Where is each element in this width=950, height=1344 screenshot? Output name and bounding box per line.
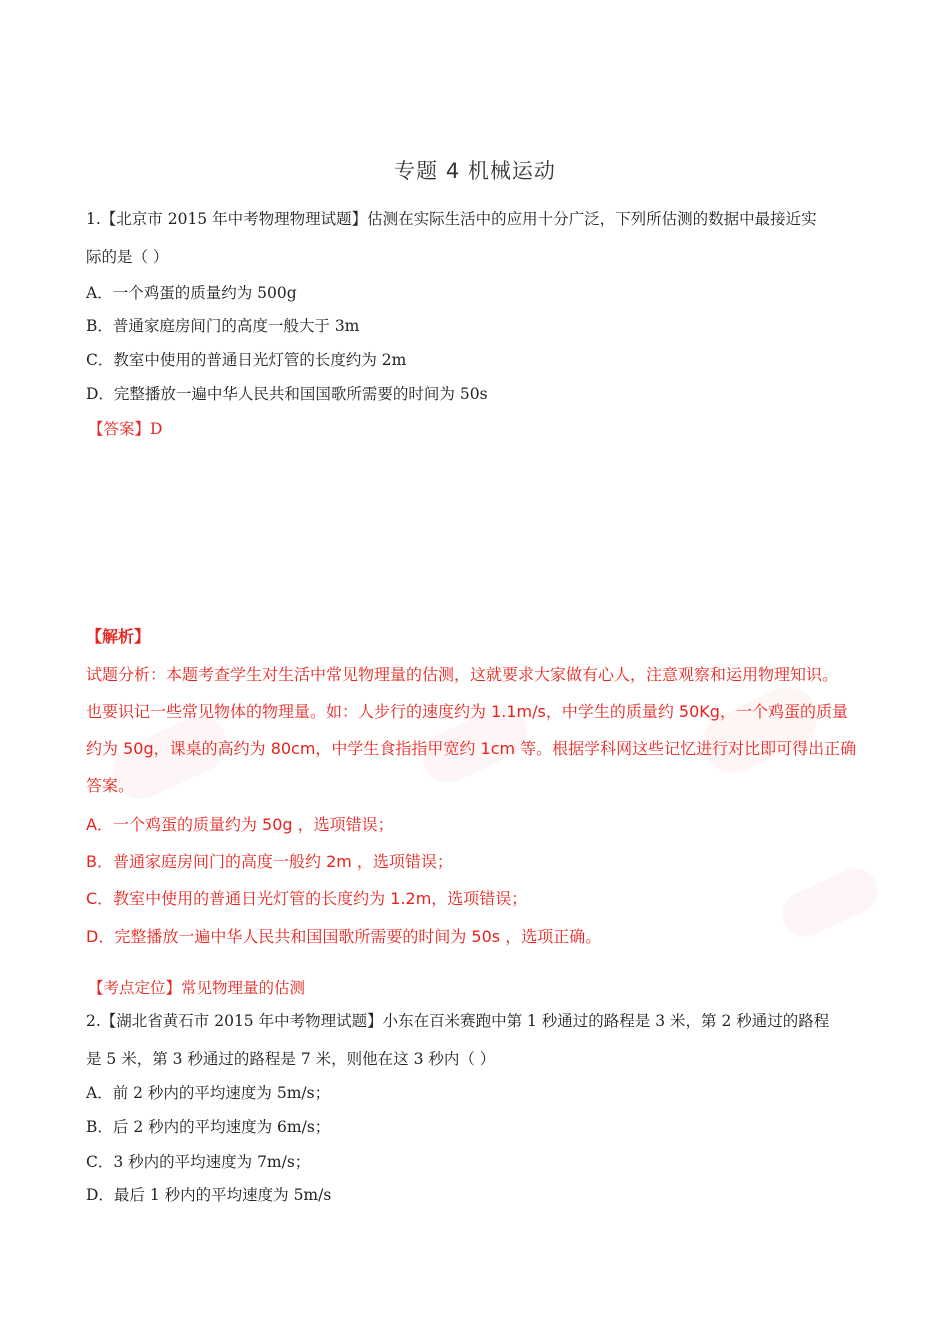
q1-stem-line1: 1.【北京市 2015 年中考物理物理试题】估测在实际生活中的应用十分广泛，下列所估测的数据中最接近实	[86, 210, 817, 228]
analysis-option-c: C．教室中使用的普通日光灯管的长度约为 1.2m，选项错误；	[86, 889, 528, 908]
q1-option-b: B．普通家庭房间门的高度一般大于 3m	[86, 317, 360, 335]
analysis-option-d: D．完整播放一遍中华人民共和国国歌所需要的时间为 50s ，选项正确。	[86, 927, 602, 946]
q2-option-b: B．后 2 秒内的平均速度为 6m/s；	[86, 1118, 331, 1136]
document-title: 专题 4 机械运动	[394, 159, 556, 183]
q2-stem-line2: 是 5 米，第 3 秒通过的路程是 7 米，则他在这 3 秒内（ ）	[86, 1050, 496, 1068]
q1-option-d: D．完整播放一遍中华人民共和国国歌所需要的时间为 50s	[86, 385, 488, 403]
analysis-line3: 约为 50g，课桌的高约为 80cm，中学生食指指甲宽约 1cm 等。根据学科网这些记忆进行对比即可得出正确	[86, 739, 857, 758]
q1-option-c: C．教室中使用的普通日光灯管的长度约为 2m	[86, 351, 407, 369]
analysis-line2: 也要识记一些常见物体的物理量。如：人步行的速度约为 1.1m/s，中学生的质量约 50Kg，一个鸡蛋的质量	[86, 702, 848, 721]
q2-option-a: A．前 2 秒内的平均速度为 5m/s；	[86, 1084, 331, 1102]
analysis-option-b: B．普通家庭房间门的高度一般约 2m ，选项错误；	[86, 852, 453, 871]
analysis-line4: 答案。	[86, 776, 135, 795]
q1-answer: 【答案】D	[88, 420, 163, 438]
q2-option-d: D．最后 1 秒内的平均速度为 5m/s	[86, 1186, 332, 1204]
watermark-seal-1	[693, 677, 827, 782]
q1-option-a: A．一个鸡蛋的质量约为 500g	[86, 284, 297, 302]
q1-stem-line2: 际的是（ ）	[86, 248, 169, 266]
analysis-line1: 试题分析：本题考查学生对生活中常见物理量的估测，这就要求大家做有心人，注意观察和运用物理知识。	[86, 665, 839, 684]
watermark-seal-4	[775, 861, 885, 944]
q2-stem-line1: 2.【湖北省黄石市 2015 年中考物理试题】小东在百米赛跑中第 1 秒通过的路程是 3 米，第 2 秒通过的路程	[86, 1012, 830, 1030]
analysis-option-a: A．一个鸡蛋的质量约为 50g ，选项错误；	[86, 815, 394, 834]
q2-option-c: C．3 秒内的平均速度为 7m/s；	[86, 1153, 311, 1171]
analysis-heading: 【解析】	[86, 627, 151, 646]
kaodian-tag: 【考点定位】常见物理量的估测	[88, 979, 306, 997]
